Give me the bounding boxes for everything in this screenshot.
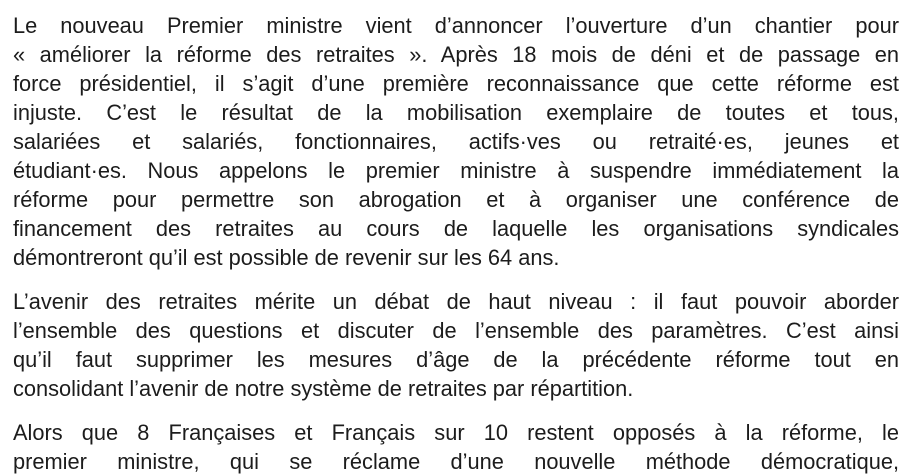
paragraph [13,11,899,272]
text-line clipped: premier ministre, qui se réclame d’une nouvelle méthode démocratique, [13,449,899,474]
text-line: L’avenir des retraites mérite un débat de haut niveau : il faut pouvoir aborder [13,289,899,314]
text-line: salariées et salariés, fonctionnaires, actifs·ves ou retraité·es, jeunes et [13,129,899,154]
text-line: injuste. C’est le résultat de la mobilisation exemplaire de toutes et tous, [13,100,899,125]
text-line: l’ensemble des questions et discuter de l’ensemble des paramètres. C’est ainsi [13,318,899,343]
text-line: « améliorer la réforme des retraites ». Après 18 mois de déni et de passage en [13,42,899,67]
text-line: Le nouveau Premier ministre vient d’annoncer l’ouverture d’un chantier pour [13,13,899,38]
text-line: Alors que 8 Françaises et Français sur 10 restent opposés à la réforme, le [13,420,899,445]
text-line: consolidant l’avenir de notre système de retraites par répartition. [13,376,634,401]
text-line: financement des retraites au cours de laquelle les organisations syndicales [13,216,899,241]
paragraph [13,418,899,476]
paragraph [13,287,899,403]
text-line: démontreront qu’il est possible de revenir sur les 64 ans. [13,245,560,270]
text-line: réforme pour permettre son abrogation et à organiser une conférence de [13,187,899,212]
text-line: qu’il faut supprimer les mesures d’âge de la précédente réforme tout en [13,347,899,372]
text-line: force présidentiel, il s’agit d’une première reconnaissance que cette réforme est [13,71,899,96]
text-line: étudiant·es. Nous appelons le premier ministre à suspendre immédiatement la [13,158,899,183]
